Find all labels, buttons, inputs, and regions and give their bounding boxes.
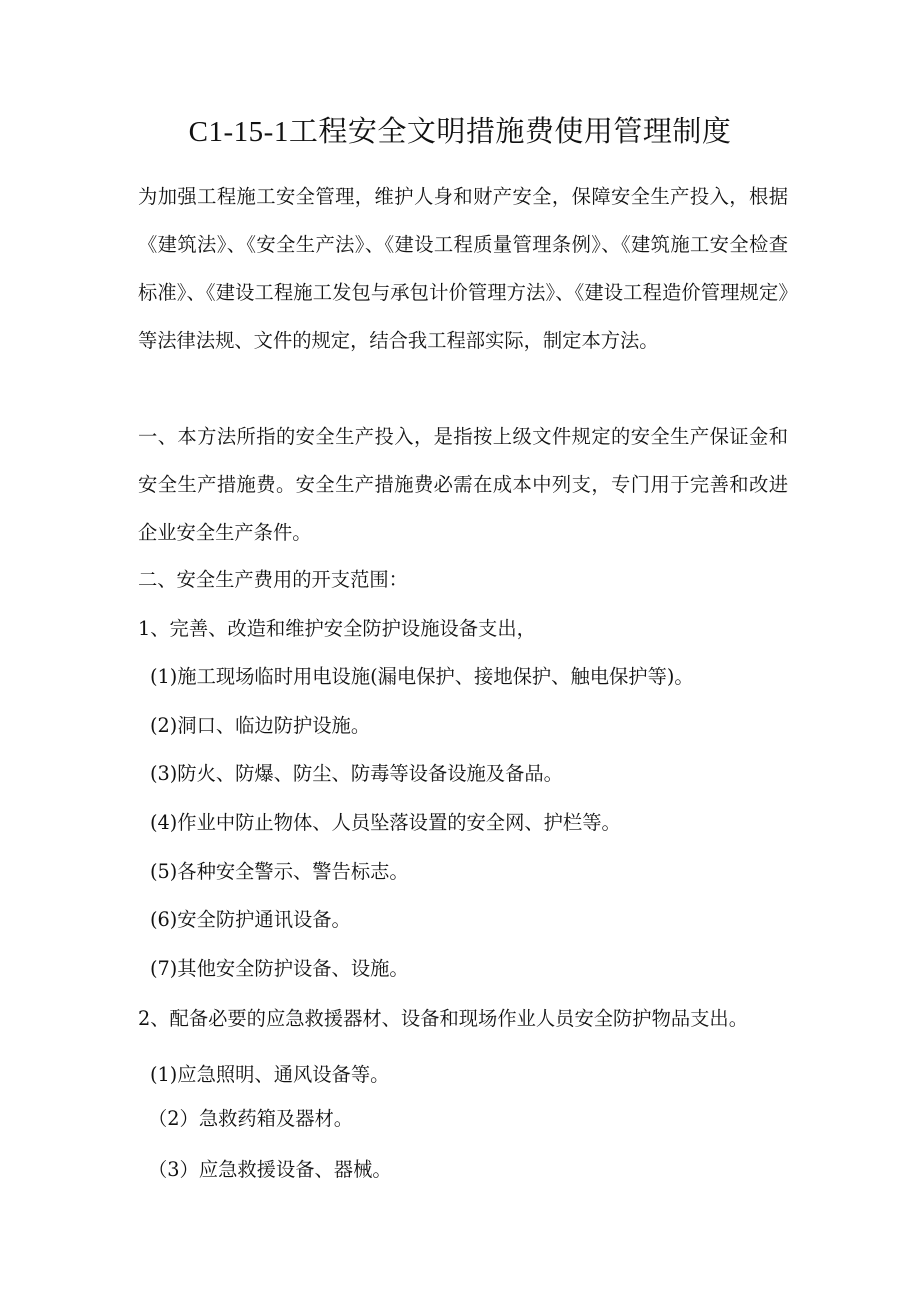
- section-two-heading: 二、安全生产费用的开支范围：: [138, 568, 408, 591]
- intro-paragraph: 为加强工程施工安全管理，维护人身和财产安全，保障安全生产投入，根据《建筑法》、《安全生产法》、《建设工程质量管理条例》、《建筑施工安全检查标准》、《建设工程施工发包与承包计价管理方法》、《建设工程造价管理规定》等法律法规、文件的规定，结合我工程部实际，制定本方法。: [138, 185, 788, 352]
- section-one-paragraph: 一、本方法所指的安全生产投入，是指按上级文件规定的安全生产保证金和安全生产措施费。安全生产措施费必需在成本中列支，专门用于完善和改进企业安全生产条件。: [138, 425, 788, 544]
- item1-subitem: (1)施工现场临时用电设施(漏电保护、接地保护、触电保护等)。: [150, 665, 694, 688]
- item1-subitem: (4)作业中防止物体、人员坠落设置的安全网、护栏等。: [150, 811, 621, 834]
- item1-subitem: (5)各种安全警示、警告标志。: [150, 860, 409, 883]
- item1-subitem: (7)其他安全防护设备、设施。: [150, 957, 409, 980]
- item2-heading: 2、配备必要的应急救援器材、设备和现场作业人员安全防护物品支出。: [138, 1007, 748, 1030]
- item2-subitem: （3）应急救援设备、器械。: [148, 1158, 392, 1181]
- item1-subitem: (2)洞口、临边防护设施。: [150, 714, 371, 737]
- item1-subitem: (3)防火、防爆、防尘、防毒等设备设施及备品。: [150, 762, 563, 785]
- item1-heading: 1、完善、改造和维护安全防护设施设备支出，: [138, 617, 536, 640]
- item2-subitem: (1)应急照明、通风设备等。: [150, 1063, 390, 1086]
- document-title: C1-15-1工程安全文明措施费使用管理制度: [188, 116, 732, 148]
- item1-subitem: (6)安全防护通讯设备。: [150, 908, 351, 931]
- item2-subitem: （2）急救药箱及器材。: [148, 1107, 354, 1130]
